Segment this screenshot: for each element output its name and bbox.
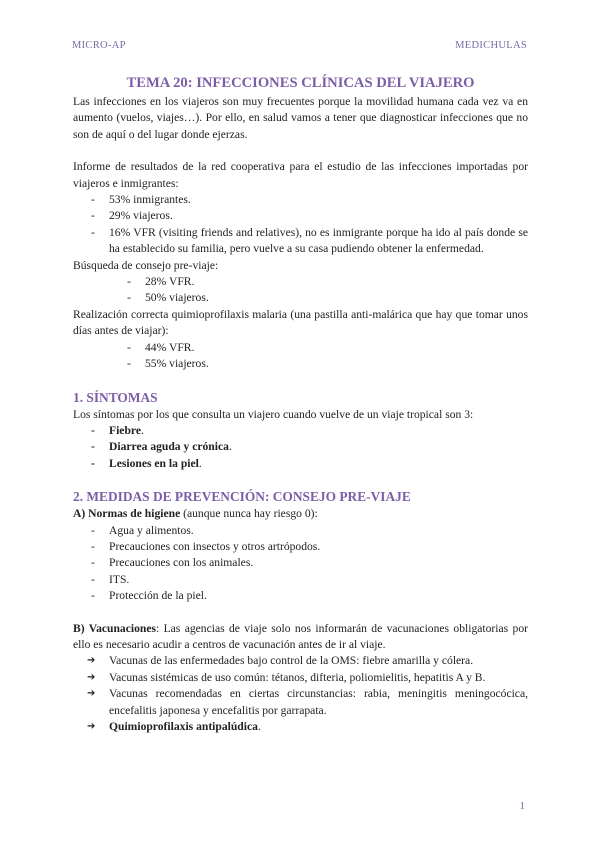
list-item: - Agua y alimentos.	[73, 523, 528, 539]
advice-paragraph: Búsqueda de consejo pre-viaje:	[73, 258, 219, 272]
list-item: - 44% VFR.	[73, 340, 528, 356]
list-item: ➔ Vacunas recomendadas en ciertas circunstancias: rabia, meningitis meningocócica, encefalitis japonesa y encefalitis por garrapata.	[73, 686, 528, 719]
symptoms-paragraph: Los síntomas por los que consulta un viajero cuando vuelve de un viaje tropical son 3:	[73, 407, 474, 421]
list-item: - Fiebre.	[73, 423, 528, 439]
list-item: - Protección de la piel.	[73, 588, 528, 604]
header-right: MEDICHULAS	[455, 40, 527, 51]
advice-list	[73, 274, 528, 307]
list-item: - 53% inmigrantes.	[73, 192, 528, 208]
list-item: - Precauciones con insectos y otros artrópodos.	[73, 539, 528, 555]
section-heading-symptoms: 1. SÍNTOMAS	[73, 389, 158, 405]
list-item: - Diarrea aguda y crónica.	[73, 439, 528, 455]
vaccination-paragraph: B) Vacunaciones: Las agencias de viaje solo nos informarán de vacunaciones obligatorias por ello es necesario acudir a centros de vacunación antes de ir al viaje.	[73, 621, 528, 651]
report-paragraph: Informe de resultados de la red cooperativa para el estudio de las infecciones importadas por viajeros e inmigrantes:	[73, 160, 528, 190]
list-item: ➔ Vacunas de las enfermedades bajo control de la OMS: fiebre amarilla y cólera.	[73, 653, 528, 669]
symptoms-list	[73, 423, 528, 472]
section-heading-prevention: 2. MEDIDAS DE PREVENCIÓN: CONSEJO PRE-VIAJE	[73, 489, 411, 505]
list-item: - Precauciones con los animales.	[73, 555, 528, 571]
hygiene-paragraph: A) Normas de higiene (aunque nunca hay riesgo 0):	[73, 507, 318, 521]
page-title: TEMA 20: INFECCIONES CLÍNICAS DEL VIAJERO	[126, 75, 475, 91]
list-item: - 16% VFR (visiting friends and relatives), no es inmigrante porque ha ido al país donde se ha establecido su familia, pero vuelve a su casa pudiendo obtener la enfermedad.	[73, 225, 528, 258]
list-item: - 55% viajeros.	[73, 356, 528, 372]
list-item: - Lesiones en la piel.	[73, 456, 528, 472]
page-number: 1	[519, 800, 525, 812]
list-item: - 29% viajeros.	[73, 208, 528, 224]
list-item: ➔ Vacunas sistémicas de uso común: tétanos, difteria, poliomielitis, hepatitis A y B.	[73, 670, 528, 686]
list-item: - 50% viajeros.	[73, 290, 528, 306]
header-left: MICRO-AP	[72, 40, 126, 51]
prophylaxis-paragraph: Realización correcta quimioprofilaxis malaria (una pastilla anti-malárica que hay que tomar unos días antes de viajar):	[73, 307, 528, 338]
list-item: - ITS.	[73, 572, 528, 588]
prophylaxis-list	[73, 340, 528, 373]
intro-paragraph: Las infecciones en los viajeros son muy frecuentes porque la movilidad humana cada vez va en aumento (vuelos, viajes…). Por ello, en salud vamos a tener que diagnosticar infecciones que no son de aquí o del lugar donde ejerzas.	[73, 95, 528, 141]
vaccination-list	[73, 653, 528, 735]
list-item: - 28% VFR.	[73, 274, 528, 290]
page-content	[73, 74, 528, 735]
hygiene-list	[73, 523, 528, 605]
report-list	[73, 192, 528, 258]
list-item: ➔ Quimioprofilaxis antipalúdica.	[73, 719, 528, 735]
